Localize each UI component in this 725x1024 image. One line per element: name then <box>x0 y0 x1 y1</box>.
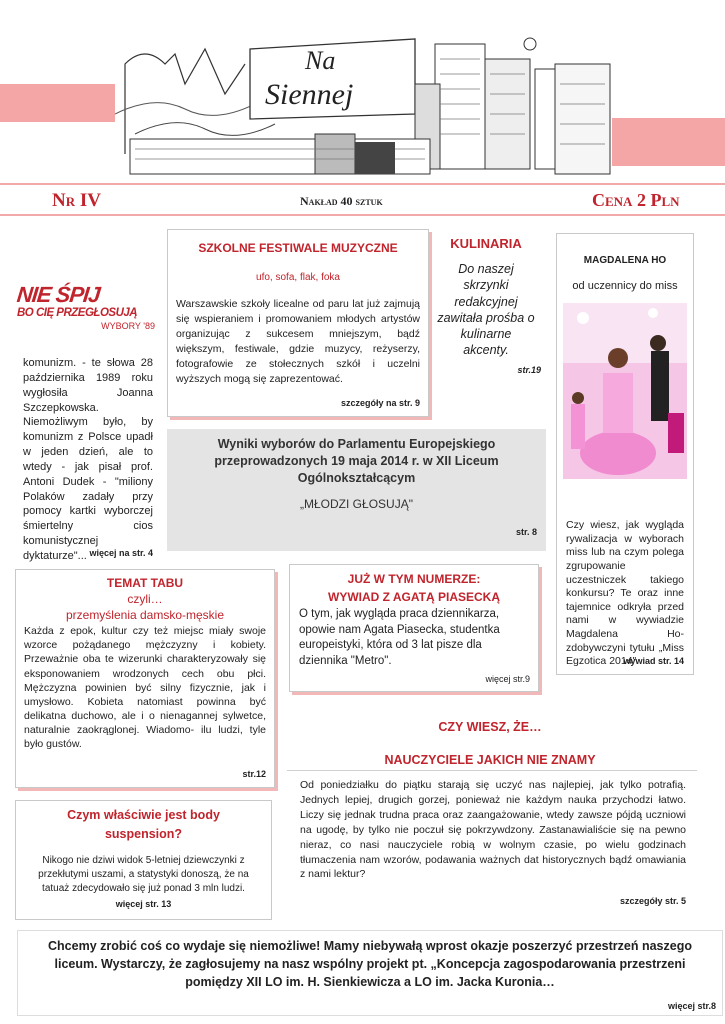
magdalena-ref[interactable]: wywiad str. 14 <box>623 656 684 666</box>
taboo-subtitle1: czyli… <box>127 592 163 606</box>
kulinaria-text: Do naszej skrzynki redakcyjnej zawitała prośba o kulinarne akcenty. <box>437 262 535 358</box>
logo-line1: NIE ŚPIJ <box>15 282 101 307</box>
suspension-ref[interactable]: więcej str. 13 <box>115 899 172 909</box>
suspension-box <box>15 800 272 920</box>
issue-bar-top-rule <box>0 183 725 185</box>
price: Cena 2 Pln <box>592 190 680 210</box>
interview-title2: WYWIAD Z AGATĄ PIASECKĄ <box>328 590 500 604</box>
suspension-text: Nikogo nie dziwi widok 5-letniej dziewczynki z przekłutymi uszami, a statystyki donoszą, że na tatuaż zdecydowało się już ponad 3 mln ludzi. <box>38 854 249 894</box>
interview-ref[interactable]: więcej str.9 <box>485 674 530 684</box>
magdalena-title: MAGDALENA HO <box>583 255 667 266</box>
kulinaria-title: KULINARIA <box>450 236 522 251</box>
festivals-title: SZKOLNE FESTIWALE MUZYCZNE <box>198 241 398 255</box>
elections-eu-ref[interactable]: str. 8 <box>515 527 537 537</box>
taboo-title: TEMAT TABU <box>106 576 184 590</box>
election-logo <box>17 282 155 354</box>
footer-ref[interactable]: więcej str.8 <box>667 1001 716 1011</box>
kulinaria-section <box>431 236 541 375</box>
festivals-ref[interactable]: szczegóły na str. 9 <box>340 398 420 408</box>
elections-eu-box <box>167 429 546 551</box>
miss-photo <box>563 303 687 479</box>
interview-title1: JUŻ W TYM NUMERZE: <box>347 572 481 586</box>
teachers-text: Od poniedziałku do piątku starają się uczyć nas najlepiej, jak tylko potrafią. Jednych lepiej, drugich gorzej, ponieważ nie każdym nauka przychodzi łatwo. Liczy się jednak trudna praca oraz zaangażowanie, wtedy zawsze pójdą uczniowi na ugodę, by tylko nie poczuł się pokrzywdzony. Zastanawialiście się na pewno nieraz, co nasi nauczyciele robią w wolnym czasie, po wielu godzinach tłumaczenia nam wzorów, podawania ważnych dat historycznych bądź omawiania z nami lektur? <box>300 779 686 881</box>
teachers-title1: CZY WIESZ, ŻE… <box>438 720 542 734</box>
interview-text: O tym, jak wygląda praca dziennikarza, opowie nam Agata Piasecka, studentka europeistyki, która od 3 lat pisze dla dziennika "Metro". <box>299 608 500 667</box>
issue-number: Nr IV <box>52 190 101 211</box>
magdalena-subtitle: od uczennicy do miss <box>572 280 678 292</box>
header-band-right <box>612 118 725 166</box>
logo-caption: WYBORY '89 <box>101 321 155 331</box>
teachers-title2: NAUCZYCIELE JAKICH NIE ZNAMY <box>384 753 596 767</box>
footer-box <box>17 930 723 1016</box>
suspension-title: Czym właściwie jest body suspension? <box>67 808 220 841</box>
footer-text: Chcemy zrobić coś co wydaje się niemożliwe! Mamy niebywałą wprost okazje poszerzyć przestrzeń naszego liceum. Wystarczy, że zagłosujemy na nasz wspólny projekt pt. „Koncepcja zagospodarowania przestrzeni pomiędzy XII LO im. H. Sienkiewicza a LO im. Jacka Kuronia… <box>48 939 692 990</box>
masthead-title-line2: Siennej <box>265 78 354 111</box>
election-text: komunizm. - te słowa 28 października 1989 roku wygłosiła Joanna Szczepkowska. Niemożliwym było, by komunizm z Polsce upadł w jeden dzień, ale to wtedy - jak pisał prof. Antoni Dudek - "miliony Polaków zadały przy pomocy kartki wyborczej śmiertelny cios komunistycznej dyktaturze"... <box>23 357 153 562</box>
logo-line2: BO CIĘ PRZEGŁOSUJĄ <box>17 307 138 319</box>
taboo-subtitle2: przemyślenia damsko-męskie <box>65 608 225 622</box>
kulinaria-ref[interactable]: str.19 <box>517 364 541 375</box>
taboo-text: Każda z epok, kultur czy też miejsc miały swoje wzorce pożądanego mężczyzny i kobiety. Przeważnie oba te wizerunki charakteryzowały się eksponowaniem wrodzonych cech obu płci. Mężczyzna powinien być silny fizycznie, jak i umysłowo. Kobieta natomiast powinna być delikatna duchowo, ale i o nienagannej sylwetce, naturalnie zaokrąglonej. Wiadomo- ilu ludzi, tyle było gustów. <box>24 625 266 751</box>
magdalena-text: Czy wiesz, jak wygląda rywalizacja w wyborach miss lub na czym polega zgrupowanie uczestniczek takiego konkursu? Te oraz inne tajemnice odkryła przed nami w wywiadzie Magdalena Ho-zdobywczyni tytułu „Miss Egzotica 2014". <box>566 519 684 668</box>
masthead-title-line1: Na <box>305 46 336 75</box>
election-ref[interactable]: więcej na str. 4 <box>89 548 153 558</box>
magdalena-box <box>556 233 694 675</box>
taboo-box <box>15 569 275 788</box>
festivals-text: Warszawskie szkoły licealne od paru lat już zajmują się wspieraniem i promowaniem młodych artystów organizując z sukcesem mniejszym, bądź większym, festiwale, gdzie muzycy, reżyserzy, fotografowie ze stołecznych szkół i uczelni wyższych mogą się zaprezentować. <box>176 298 420 385</box>
header-band-left <box>0 84 115 122</box>
festivals-box <box>167 229 429 417</box>
circulation: Nakład 40 sztuk <box>300 194 383 208</box>
interview-box <box>289 564 539 692</box>
masthead-illustration <box>115 24 615 184</box>
elections-eu-title: Wyniki wyborów do Parlamentu Europejskiego przeprowadzonych 19 maja 2014 r. w XII Liceum Ogólnokształcącym <box>214 437 499 485</box>
taboo-ref[interactable]: str.12 <box>242 769 266 779</box>
issue-bar-bottom-rule <box>0 214 725 216</box>
festivals-subtitle: ufo, sofa, flak, foka <box>256 272 340 283</box>
elections-eu-subtitle: „MŁODZI GŁOSUJĄ" <box>300 496 413 511</box>
teachers-ref[interactable]: szczegóły str. 5 <box>619 896 686 906</box>
